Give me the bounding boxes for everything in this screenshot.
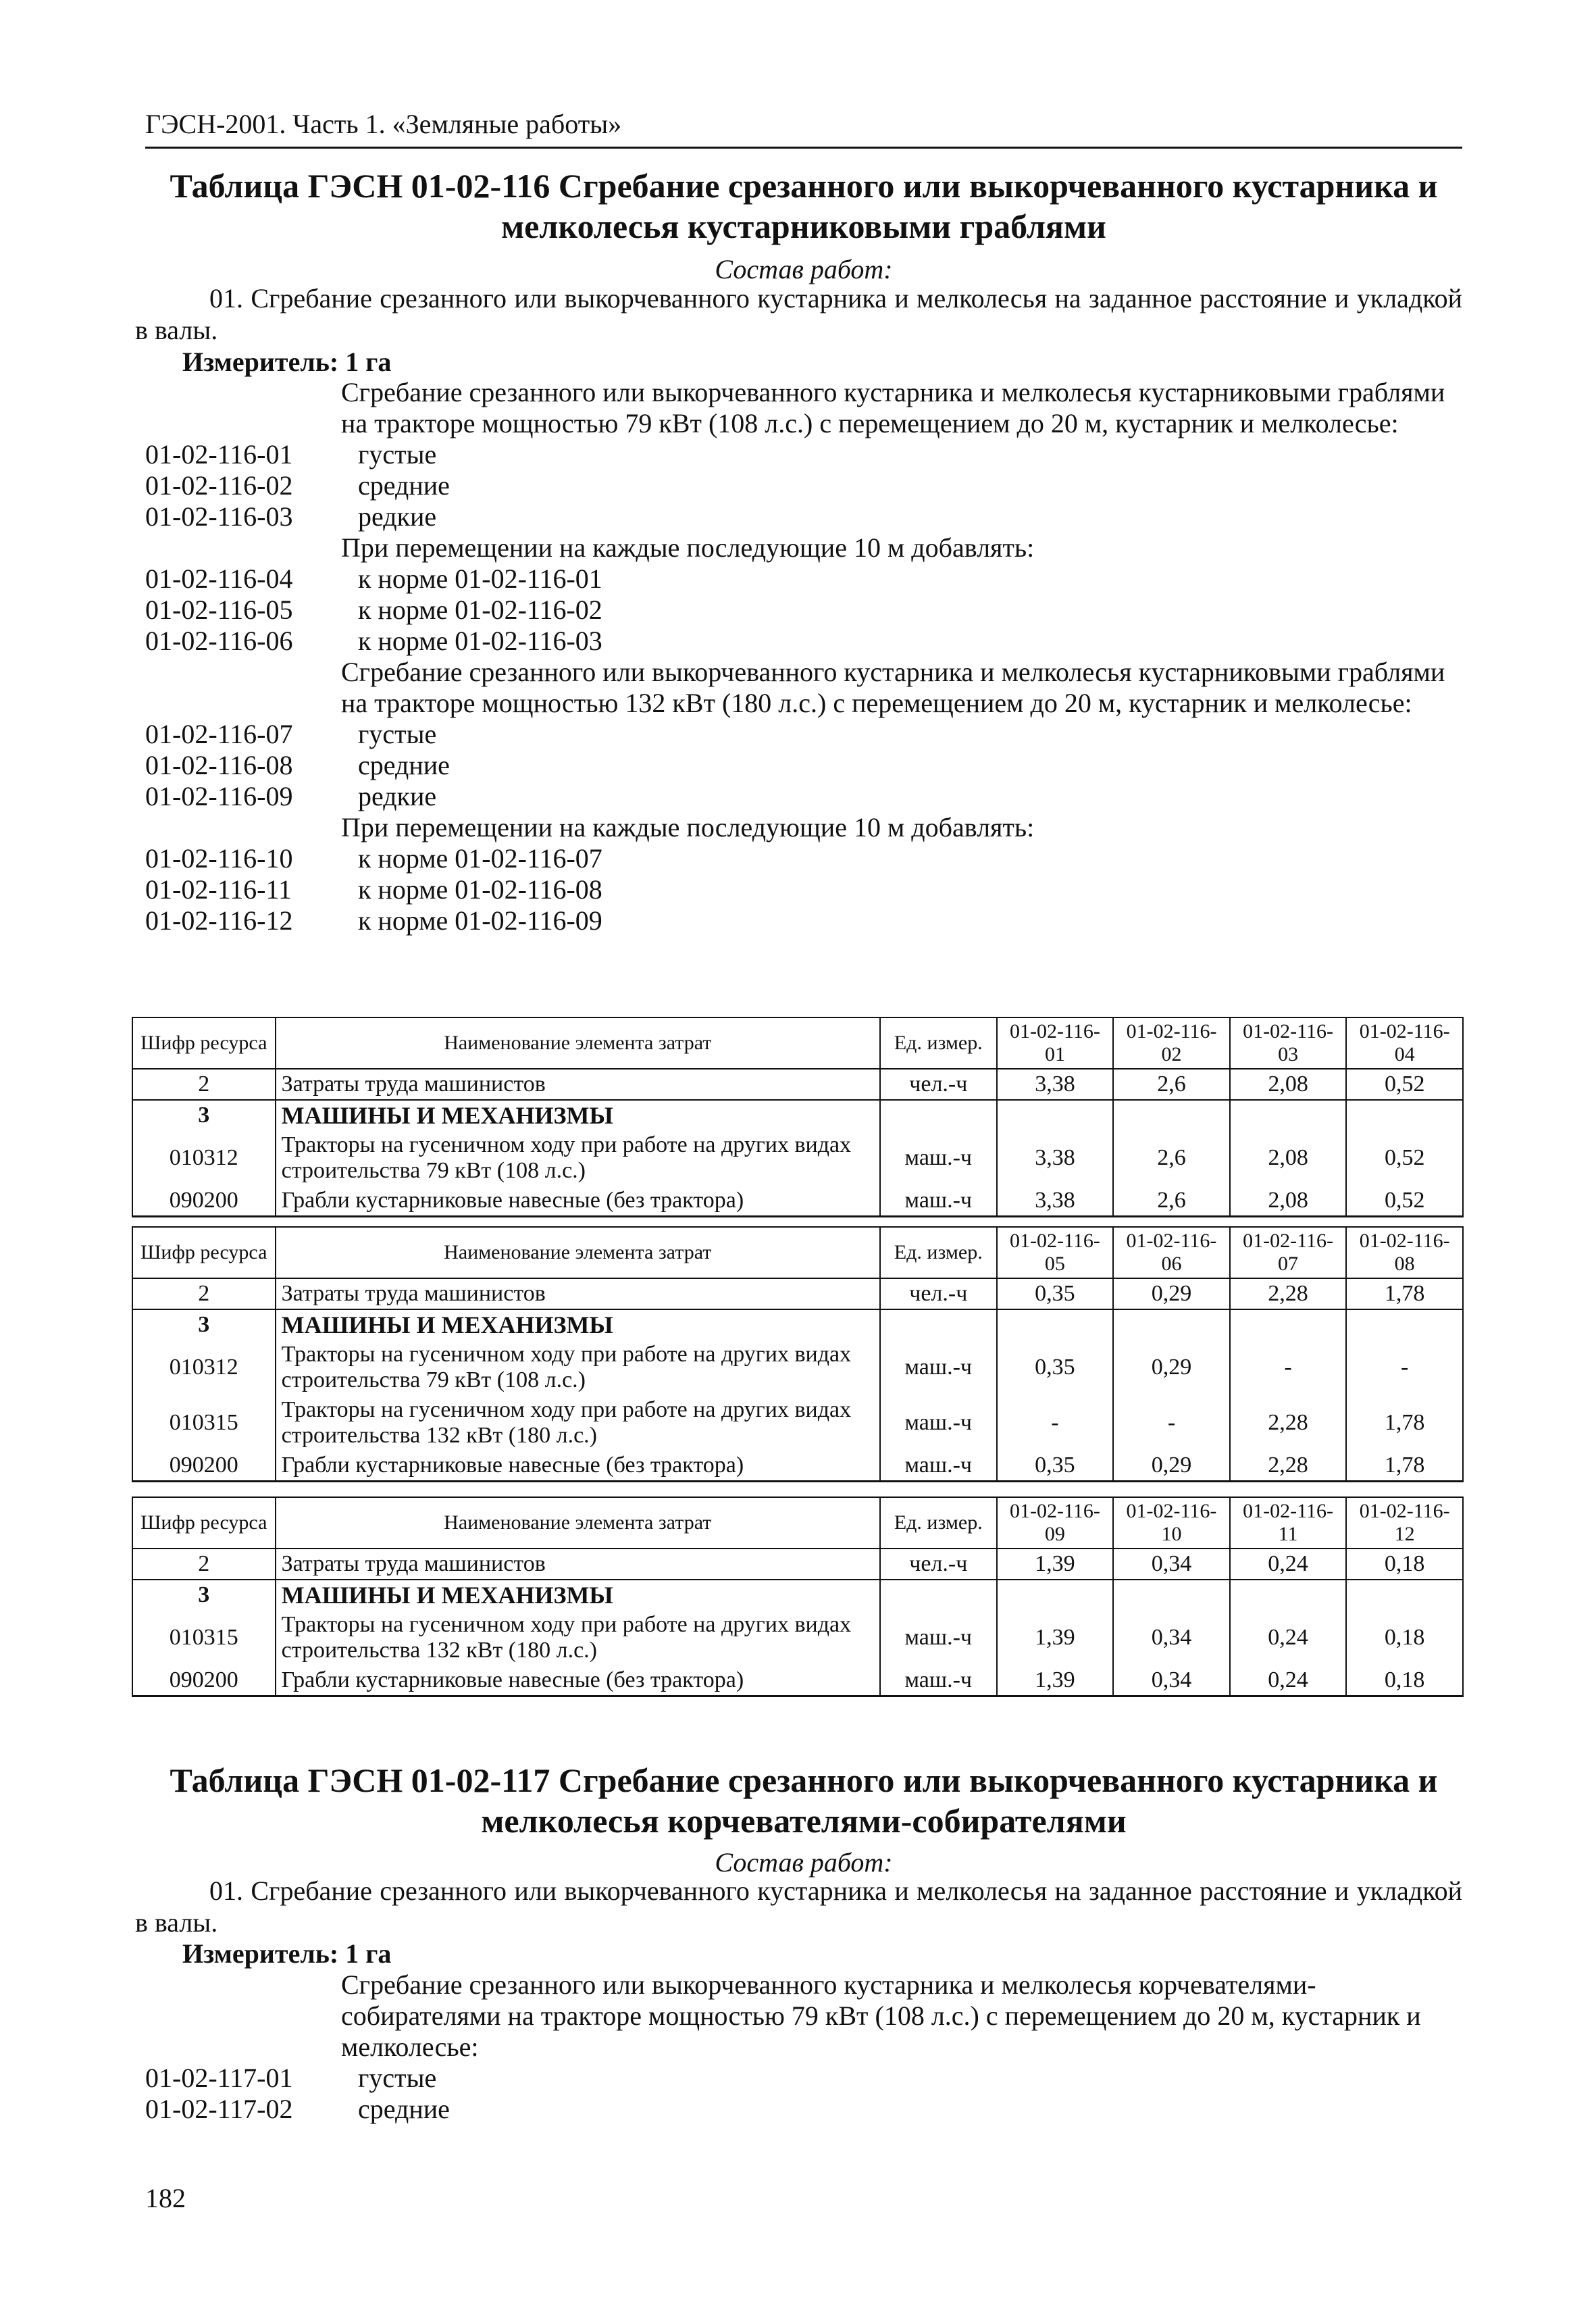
resource-table-3 xyxy=(132,1496,1464,1697)
resource-value: - xyxy=(1346,1340,1463,1395)
norm-name: к норме 01-02-116-02 xyxy=(358,595,602,625)
resource-unit xyxy=(880,1100,997,1130)
resource-code: 010315 xyxy=(132,1395,276,1451)
norm-name: к норме 01-02-116-09 xyxy=(358,905,602,936)
table-row xyxy=(132,1278,1463,1309)
resource-unit: маш.-ч xyxy=(880,1130,997,1186)
norm-line xyxy=(145,719,1469,750)
composition-label-117: Состав работ: xyxy=(715,1847,893,1878)
norm-line xyxy=(145,2063,1469,2094)
col-header-norm: 01-02-116-09 xyxy=(997,1497,1114,1549)
table-117-title-line2: мелколесья корчевателями-собирателями xyxy=(481,1802,1127,1840)
resource-value: 0,18 xyxy=(1346,1549,1463,1580)
resource-value: 1,78 xyxy=(1346,1451,1463,1482)
resource-unit: маш.-ч xyxy=(880,1395,997,1451)
resource-value: 0,34 xyxy=(1113,1610,1230,1665)
resource-value: 2,6 xyxy=(1113,1186,1230,1217)
table-row xyxy=(132,1610,1463,1665)
col-header-code: Шифр ресурса xyxy=(132,1497,276,1549)
table-116-title xyxy=(135,166,1472,247)
resource-value xyxy=(1230,1309,1347,1340)
resource-value xyxy=(997,1100,1114,1130)
table-header-row xyxy=(132,1227,1463,1278)
resource-value: 0,35 xyxy=(997,1451,1114,1482)
composition-label-116: Состав работ: xyxy=(715,254,893,284)
resource-value: - xyxy=(1113,1395,1230,1451)
norm-code: 01-02-116-01 xyxy=(145,439,293,470)
norm-line xyxy=(145,750,1469,781)
resource-table-2 xyxy=(132,1226,1464,1482)
norm-line xyxy=(145,439,1469,470)
norm-group-desc-79: Сгребание срезанного или выкорчеванного кустарника и мелколесья кустарниковыми граблями на тракторе мощностью 79 кВт (108 л.с.) с перемещением до 20 м, кустарник и мелколесье: xyxy=(341,377,1445,438)
resource-value xyxy=(997,1309,1114,1340)
table-row xyxy=(132,1451,1463,1482)
resource-code: 010312 xyxy=(132,1130,276,1186)
resource-code: 2 xyxy=(132,1069,276,1100)
resource-value: - xyxy=(997,1395,1114,1451)
norm-code: 01-02-116-12 xyxy=(145,905,293,936)
resource-unit: маш.-ч xyxy=(880,1451,997,1482)
resource-name: Затраты труда машинистов xyxy=(276,1278,880,1309)
resource-unit: маш.-ч xyxy=(880,1610,997,1665)
norm-name: густые xyxy=(358,719,437,749)
norm-name: редкие xyxy=(358,501,437,532)
norm-name: средние xyxy=(358,2094,450,2124)
norm-name: редкие xyxy=(358,781,437,811)
resource-unit: маш.-ч xyxy=(880,1665,997,1696)
col-header-unit: Ед. измер. xyxy=(880,1017,997,1069)
resource-value xyxy=(1346,1580,1463,1610)
resource-code: 090200 xyxy=(132,1665,276,1696)
resource-table-1 xyxy=(132,1017,1464,1217)
resource-value: 3,38 xyxy=(997,1130,1114,1186)
resource-value xyxy=(1346,1309,1463,1340)
add-note-2: При перемещении на каждые последующие 10 м добавлять: xyxy=(341,812,1035,842)
table-header-row xyxy=(132,1497,1463,1549)
resource-name: Тракторы на гусеничном ходу при работе на других видах строительства 132 кВт (180 л.с.) xyxy=(276,1610,880,1665)
table-row xyxy=(132,1340,1463,1395)
page-number: 182 xyxy=(145,2183,186,2213)
norm-group-c xyxy=(145,719,1469,812)
norms-list-117 xyxy=(145,1969,1469,2125)
table-row xyxy=(132,1186,1463,1217)
resource-value: 0,29 xyxy=(1113,1340,1230,1395)
resource-code: 3 xyxy=(132,1580,276,1610)
resource-value xyxy=(997,1580,1114,1610)
resource-code: 090200 xyxy=(132,1451,276,1482)
resource-value: 0,34 xyxy=(1113,1549,1230,1580)
norm-code: 01-02-116-08 xyxy=(145,750,293,780)
resource-value: 0,24 xyxy=(1230,1665,1347,1696)
table-117-title-line1: Таблица ГЭСН 01-02-117 Сгребание срезанного или выкорчеванного кустарника и xyxy=(170,1761,1438,1799)
norm-line xyxy=(145,874,1469,905)
resource-value: 2,28 xyxy=(1230,1451,1347,1482)
resource-code: 010312 xyxy=(132,1340,276,1395)
col-header-unit: Ед. измер. xyxy=(880,1227,997,1278)
col-header-norm: 01-02-116-07 xyxy=(1230,1227,1347,1278)
resource-value: 0,35 xyxy=(997,1278,1114,1309)
resource-unit: маш.-ч xyxy=(880,1340,997,1395)
resource-value: 2,08 xyxy=(1230,1069,1347,1100)
norm-line xyxy=(145,843,1469,874)
table-header-row xyxy=(132,1017,1463,1069)
norm-line xyxy=(145,905,1469,936)
resource-value: 0,52 xyxy=(1346,1186,1463,1217)
running-header: ГЭСН-2001. Часть 1. «Земляные работы» xyxy=(145,108,1462,149)
norm-code: 01-02-116-04 xyxy=(145,563,293,594)
resource-name: МАШИНЫ И МЕХАНИЗМЫ xyxy=(276,1100,880,1130)
norm-group-117 xyxy=(145,2063,1469,2125)
resource-value: 0,29 xyxy=(1113,1451,1230,1482)
resource-value: 1,39 xyxy=(997,1665,1114,1696)
resource-name: МАШИНЫ И МЕХАНИЗМЫ xyxy=(276,1580,880,1610)
resource-value: 3,38 xyxy=(997,1069,1114,1100)
norm-group-desc-132: Сгребание срезанного или выкорчеванного кустарника и мелколесья кустарниковыми граблями на тракторе мощностью 132 кВт (180 л.с.) с перемещением до 20 м, кустарник и мелколесье: xyxy=(341,657,1445,718)
norm-line xyxy=(145,2094,1469,2125)
resource-value: 0,29 xyxy=(1113,1278,1230,1309)
col-header-norm: 01-02-116-02 xyxy=(1113,1017,1230,1069)
table-row xyxy=(132,1100,1463,1130)
norm-code: 01-02-116-09 xyxy=(145,781,293,811)
norm-name: к норме 01-02-116-01 xyxy=(358,563,602,594)
resource-value xyxy=(1230,1580,1347,1610)
col-header-name: Наименование элемента затрат xyxy=(276,1497,880,1549)
norm-line xyxy=(145,501,1469,532)
resource-value: 2,28 xyxy=(1230,1278,1347,1309)
norm-name: к норме 01-02-116-03 xyxy=(358,626,602,656)
table-116-title-line1: Таблица ГЭСН 01-02-116 Сгребание срезанного или выкорчеванного кустарника и xyxy=(170,167,1438,205)
norm-group-desc-117: Сгребание срезанного или выкорчеванного кустарника и мелколесья корчевателями-собирателями на тракторе мощностью 79 кВт (108 л.с.) с перемещением до 20 м, кустарник и мелколесье: xyxy=(341,1969,1421,2062)
table-117-title xyxy=(135,1760,1472,1841)
resource-value: 1,78 xyxy=(1346,1395,1463,1451)
resource-value xyxy=(1113,1100,1230,1130)
resource-unit: чел.-ч xyxy=(880,1278,997,1309)
resource-value: 0,18 xyxy=(1346,1665,1463,1696)
norm-code: 01-02-117-01 xyxy=(145,2063,293,2093)
col-header-norm: 01-02-116-01 xyxy=(997,1017,1114,1069)
table-116-title-line2: мелколесья кустарниковыми граблями xyxy=(501,207,1106,245)
norm-line xyxy=(145,626,1469,657)
col-header-unit: Ед. измер. xyxy=(880,1497,997,1549)
resource-value: 0,24 xyxy=(1230,1610,1347,1665)
work-item-116: 01. Сгребание срезанного или выкорчеванного кустарника и мелколесья на заданное расстояние и укладкой в валы. xyxy=(135,283,1462,345)
norm-code: 01-02-117-02 xyxy=(145,2094,293,2124)
table-row xyxy=(132,1395,1463,1451)
resource-unit: чел.-ч xyxy=(880,1549,997,1580)
resource-value xyxy=(1346,1100,1463,1130)
resource-code: 090200 xyxy=(132,1186,276,1217)
work-item-117: 01. Сгребание срезанного или выкорчеванного кустарника и мелколесья на заданное расстояние и укладкой в валы. xyxy=(135,1876,1462,1938)
resource-code: 2 xyxy=(132,1278,276,1309)
unit-label-117: Измеритель: 1 га xyxy=(182,1938,392,1969)
col-header-name: Наименование элемента затрат xyxy=(276,1017,880,1069)
resource-value: 2,08 xyxy=(1230,1130,1347,1186)
resource-value: 0,34 xyxy=(1113,1665,1230,1696)
resource-name: МАШИНЫ И МЕХАНИЗМЫ xyxy=(276,1309,880,1340)
col-header-code: Шифр ресурса xyxy=(132,1017,276,1069)
norm-group-a xyxy=(145,439,1469,532)
norm-name: средние xyxy=(358,470,450,501)
norm-code: 01-02-116-05 xyxy=(145,595,293,625)
resource-code: 2 xyxy=(132,1549,276,1580)
table-row xyxy=(132,1309,1463,1340)
resource-code: 010315 xyxy=(132,1610,276,1665)
table-row xyxy=(132,1665,1463,1696)
resource-code: 3 xyxy=(132,1100,276,1130)
resource-name: Тракторы на гусеничном ходу при работе на других видах строительства 132 кВт (180 л.с.) xyxy=(276,1395,880,1451)
norm-code: 01-02-116-07 xyxy=(145,719,293,749)
resource-value: 0,52 xyxy=(1346,1069,1463,1100)
norm-name: густые xyxy=(358,2063,437,2093)
resource-unit: маш.-ч xyxy=(880,1186,997,1217)
resource-value: 2,6 xyxy=(1113,1130,1230,1186)
resource-unit xyxy=(880,1580,997,1610)
norm-group-b xyxy=(145,563,1469,657)
norm-code: 01-02-116-02 xyxy=(145,470,293,501)
resource-name: Затраты труда машинистов xyxy=(276,1069,880,1100)
col-header-norm: 01-02-116-04 xyxy=(1346,1017,1463,1069)
norms-list-116 xyxy=(145,377,1469,936)
col-header-norm: 01-02-116-08 xyxy=(1346,1227,1463,1278)
norm-name: средние xyxy=(358,750,450,780)
table-row xyxy=(132,1549,1463,1580)
table-row xyxy=(132,1069,1463,1100)
col-header-code: Шифр ресурса xyxy=(132,1227,276,1278)
resource-value: 1,39 xyxy=(997,1549,1114,1580)
col-header-norm: 01-02-116-12 xyxy=(1346,1497,1463,1549)
unit-label-116: Измеритель: 1 га xyxy=(182,347,392,377)
resource-unit xyxy=(880,1309,997,1340)
norm-code: 01-02-116-11 xyxy=(145,874,292,905)
resource-value: 1,39 xyxy=(997,1610,1114,1665)
resource-value: 0,18 xyxy=(1346,1610,1463,1665)
col-header-norm: 01-02-116-05 xyxy=(997,1227,1114,1278)
norm-line xyxy=(145,595,1469,626)
resource-value: 0,24 xyxy=(1230,1549,1347,1580)
resource-name: Тракторы на гусеничном ходу при работе на других видах строительства 79 кВт (108 л.с.) xyxy=(276,1130,880,1186)
resource-value xyxy=(1230,1100,1347,1130)
resource-value: 3,38 xyxy=(997,1186,1114,1217)
resource-value xyxy=(1113,1580,1230,1610)
resource-value: - xyxy=(1230,1340,1347,1395)
norm-line xyxy=(145,781,1469,812)
col-header-name: Наименование элемента затрат xyxy=(276,1227,880,1278)
resource-name: Грабли кустарниковые навесные (без трактора) xyxy=(276,1451,880,1482)
resource-name: Затраты труда машинистов xyxy=(276,1549,880,1580)
resource-code: 3 xyxy=(132,1309,276,1340)
resource-name: Тракторы на гусеничном ходу при работе на других видах строительства 79 кВт (108 л.с.) xyxy=(276,1340,880,1395)
table-row xyxy=(132,1580,1463,1610)
norm-group-d xyxy=(145,843,1469,936)
norm-code: 01-02-116-06 xyxy=(145,626,293,656)
resource-value: 2,6 xyxy=(1113,1069,1230,1100)
col-header-norm: 01-02-116-06 xyxy=(1113,1227,1230,1278)
col-header-norm: 01-02-116-10 xyxy=(1113,1497,1230,1549)
resource-name: Грабли кустарниковые навесные (без трактора) xyxy=(276,1186,880,1217)
resource-value: 2,28 xyxy=(1230,1395,1347,1451)
norm-name: к норме 01-02-116-08 xyxy=(358,874,602,905)
norm-code: 01-02-116-10 xyxy=(145,843,293,874)
table-row xyxy=(132,1130,1463,1186)
resource-unit: чел.-ч xyxy=(880,1069,997,1100)
norm-name: к норме 01-02-116-07 xyxy=(358,843,602,874)
col-header-norm: 01-02-116-03 xyxy=(1230,1017,1347,1069)
resource-value: 1,78 xyxy=(1346,1278,1463,1309)
resource-value: 0,52 xyxy=(1346,1130,1463,1186)
norm-name: густые xyxy=(358,439,437,470)
resource-value: 0,35 xyxy=(997,1340,1114,1395)
norm-code: 01-02-116-03 xyxy=(145,501,293,532)
resource-value: 2,08 xyxy=(1230,1186,1347,1217)
norm-line xyxy=(145,470,1469,501)
norm-line xyxy=(145,563,1469,595)
col-header-norm: 01-02-116-11 xyxy=(1230,1497,1347,1549)
add-note-1: При перемещении на каждые последующие 10 м добавлять: xyxy=(341,532,1035,563)
resource-name: Грабли кустарниковые навесные (без трактора) xyxy=(276,1665,880,1696)
resource-value xyxy=(1113,1309,1230,1340)
